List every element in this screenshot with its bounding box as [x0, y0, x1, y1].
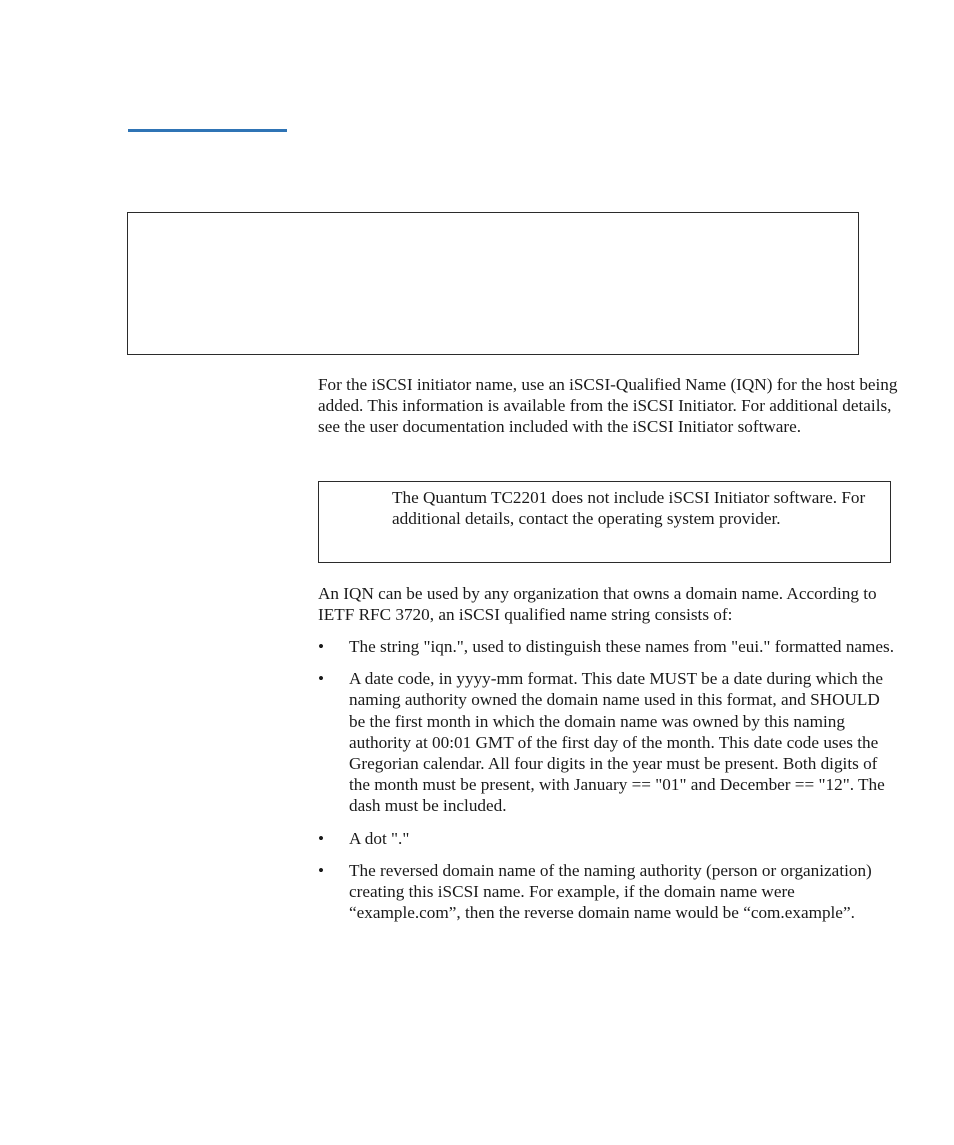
list-item [318, 828, 898, 849]
iqn-component-list [318, 636, 898, 934]
note-box [318, 481, 891, 563]
list-item [318, 636, 898, 657]
list-item-text: The reversed domain name of the naming authority (person or organization) creating this iSCSI name. For example, if the domain name were “example.com”, then the reverse domain name would be “com.example”. [349, 860, 872, 923]
iqn-paragraph: An IQN can be used by any organization that owns a domain name. According to IETF RFC 3720, an iSCSI qualified name string consists of: [318, 584, 877, 625]
list-item-text: A dot "." [349, 828, 410, 848]
note-text: The Quantum TC2201 does not include iSCSI Initiator software. For additional details, contact the operating system provider. [392, 488, 866, 529]
bullet-icon: • [318, 828, 325, 848]
empty-frame-box [127, 212, 859, 355]
bullet-icon: • [318, 669, 325, 689]
bullet-icon: • [318, 860, 325, 880]
intro-paragraph: For the iSCSI initiator name, use an iSCSI-Qualified Name (IQN) for the host being added. This information is available from the iSCSI Initiator. For additional details, see the user documentation included with the iSCSI Initiator software. [318, 375, 898, 437]
header-rule [128, 129, 287, 132]
list-item-text: A date code, in yyyy-mm format. This date MUST be a date during which the naming authority owned the domain name used in this format, and SHOULD be the first month in which the domain name was owned by this naming authority at 00:01 GMT of the first day of the month. This date code uses the Gregorian calendar. All four digits in the year must be present. Both digits of the month must be present, with January == "01" and December == "12". The dash must be included. [349, 669, 885, 816]
list-item-text: The string "iqn.", used to distinguish these names from "eui." formatted names. [349, 637, 895, 656]
list-item [318, 860, 898, 924]
list-item [318, 668, 898, 816]
bullet-icon: • [318, 637, 325, 656]
